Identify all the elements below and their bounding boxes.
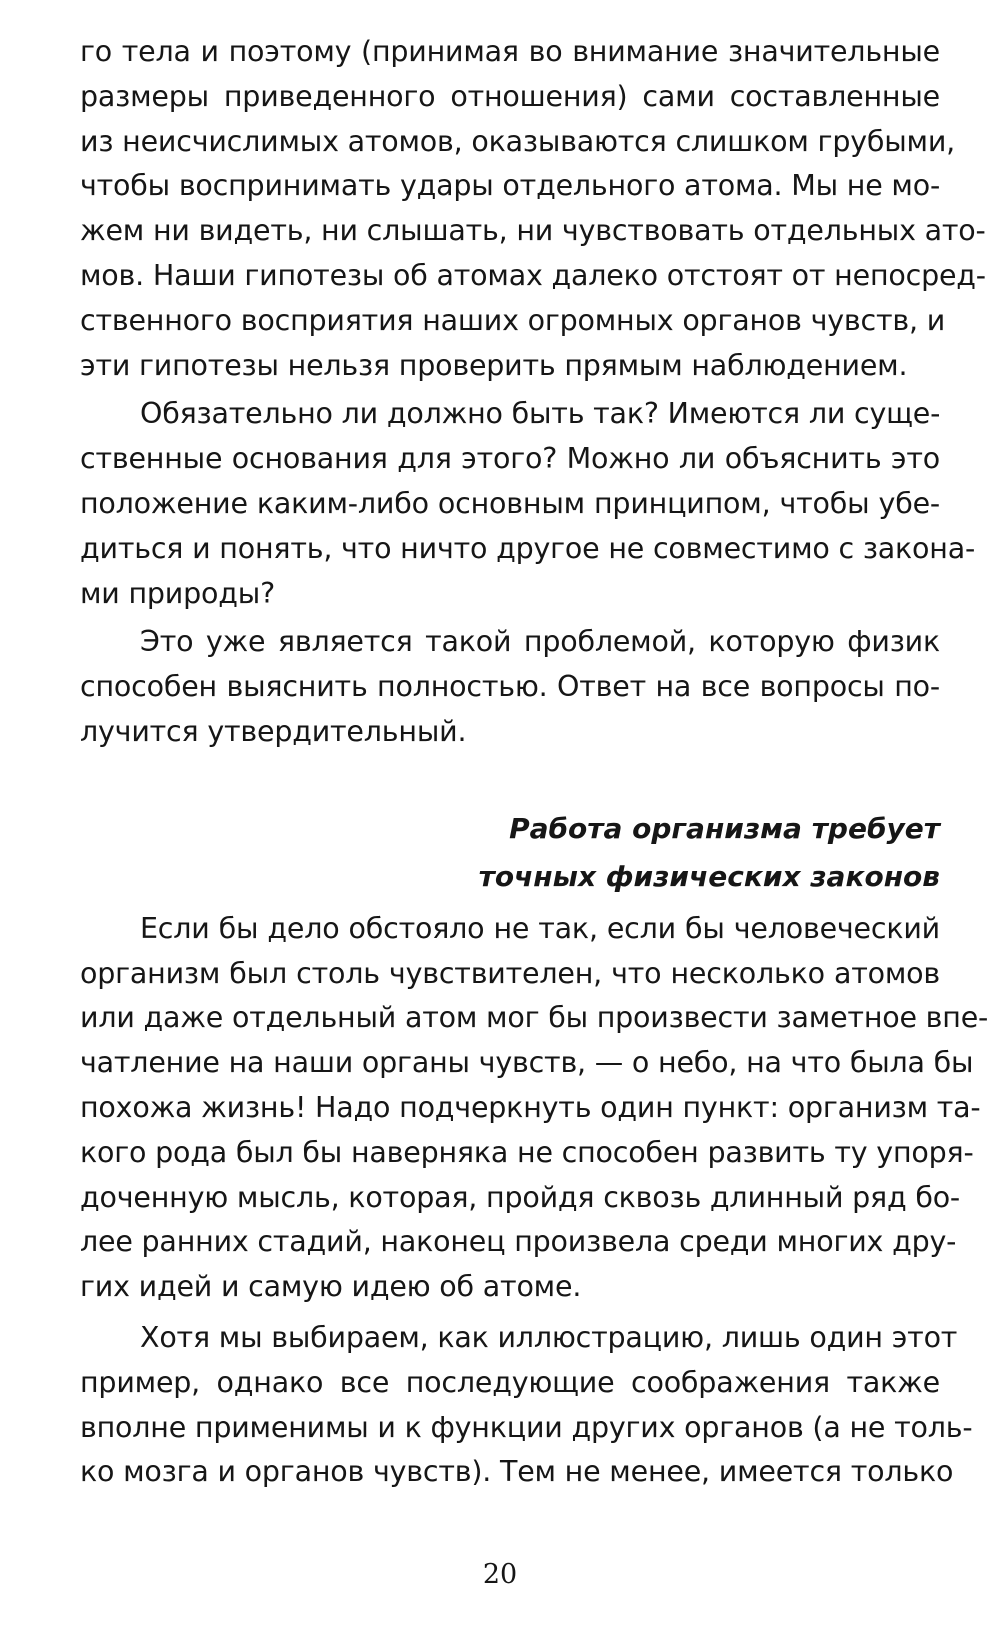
paragraph-2 [80, 392, 976, 616]
text-line: жем ни видеть, ни слышать, ни чувствовать отдельных ато- [80, 214, 986, 248]
text-line: ми природы? [80, 576, 275, 610]
text-line: похожа жизнь! Надо подчеркнуть один пункт: организм та- [80, 1090, 981, 1124]
text-line: Если бы дело обстояло не так, если бы человеческий [140, 911, 940, 945]
paragraph-4 [80, 907, 989, 1310]
paragraph-5 [80, 1316, 973, 1495]
text-line: организм был столь чувствителен, что несколько атомов [80, 956, 940, 990]
text-line: чтобы воспринимать удары отдельного атома. Мы не мо- [80, 169, 941, 203]
text-line: Обязательно ли должно быть так? Имеются ли суще- [140, 397, 941, 431]
page-number: 20 [482, 1559, 518, 1590]
text-line: кого рода был бы наверняка не способен развить ту упоря- [80, 1135, 974, 1169]
text-line: лучится утвердительный. [80, 714, 467, 748]
text-line: эти гипотезы нельзя проверить прямым наблюдением. [80, 348, 908, 382]
text-line: из неисчислимых атомов, оказываются слишком грубыми, [80, 124, 956, 158]
paragraph-3 [80, 620, 940, 754]
section-heading-line-2: точных физических законов [478, 859, 940, 893]
text-line: чатление на наши органы чувств, — о небо, на что была бы [80, 1046, 974, 1080]
text-line: или даже отдельный атом мог бы произвести заметное впе- [80, 1001, 989, 1035]
text-line: диться и понять, что ничто другое не совместимо с закона- [80, 531, 976, 565]
text-line: мов. Наши гипотезы об атомах далеко отстоят от непосред- [80, 258, 986, 292]
section-heading [80, 805, 940, 901]
text-line: ко мозга и органов чувств). Тем не менее, имеется только [80, 1455, 954, 1489]
text-line: Хотя мы выбираем, как иллюстрацию, лишь один этот [140, 1320, 958, 1354]
text-line: положение каким-либо основным принципом, чтобы убе- [80, 486, 940, 520]
paragraph-1 [80, 30, 986, 388]
text-line: лее ранних стадий, наконец произвела среди многих дру- [80, 1225, 957, 1259]
text-line: доченную мысль, которая, пройдя сквозь длинный ряд бо- [80, 1180, 961, 1214]
text-line: ственные основания для этого? Можно ли объяснить это [80, 442, 940, 476]
text-line: пример, однако все последующие соображения также [80, 1365, 940, 1399]
text-line: Это уже является такой проблемой, которую физик [140, 625, 940, 659]
text-line: гих идей и самую идею об атоме. [80, 1270, 582, 1304]
text-line: го тела и поэтому (принимая во внимание значительные [80, 35, 940, 68]
text-line: размеры приведенного отношения) сами составленные [80, 79, 940, 113]
text-line: способен выяснить полностью. Ответ на все вопросы по- [80, 670, 940, 704]
section-heading-line-1: Работа организма требует [509, 811, 940, 845]
page-body [80, 30, 989, 1495]
text-line: ственного восприятия наших огромных органов чувств, и [80, 303, 946, 337]
text-line: вполне применимы и к функции других органов (а не толь- [80, 1410, 973, 1444]
